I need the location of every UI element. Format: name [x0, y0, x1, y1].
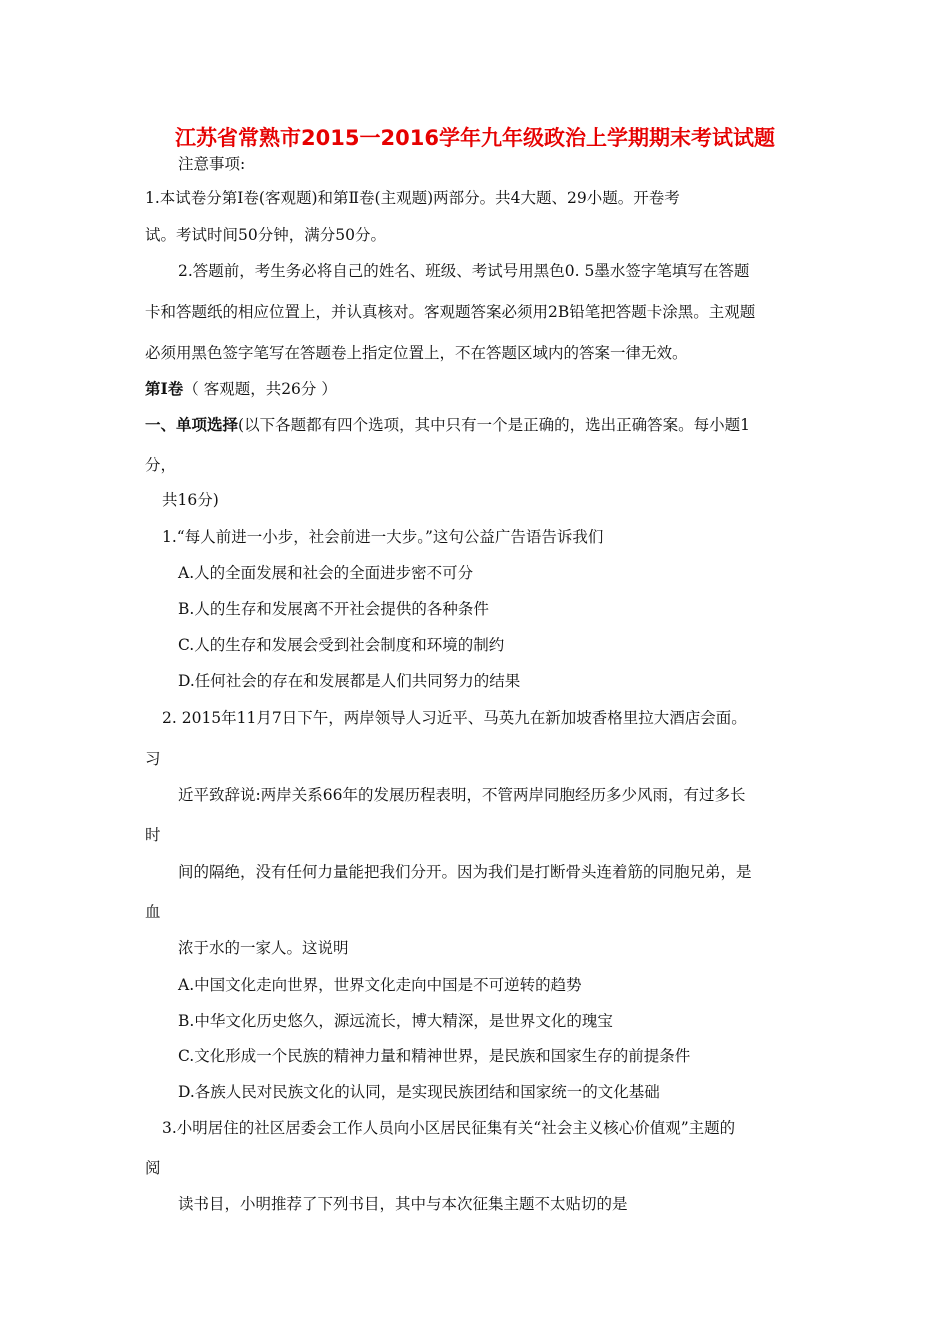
question-1-option-b: B.人的生存和发展离不开社会提供的各种条件 — [178, 600, 489, 618]
section1-heading — [145, 415, 750, 435]
section1-desc-line2: 分， — [145, 456, 177, 474]
question-2-line1: 2. 2015年11月7日下午，两岸领导人习近平、马英九在新加坡香格里拉大酒店会面。 — [162, 709, 747, 727]
question-3-line3: 读书目，小明推荐了下列书目，其中与本次征集主题不太贴切的是 — [178, 1195, 628, 1213]
document-title: 江苏省常熟市2015一2016学年九年级政治上学期期末考试试题 — [175, 126, 775, 150]
notes-item1-line1: 1.本试卷分第Ⅰ卷(客观题)和第Ⅱ卷(主观题)两部分。共4大题、29小题。开卷考 — [145, 189, 680, 207]
part1-desc: （ 客观题，共26分 ） — [183, 380, 337, 398]
part1-label: 第Ⅰ卷 — [145, 379, 184, 398]
section1-label: 一、单项选择 — [145, 415, 239, 434]
notes-item1-line2: 试。考试时间50分钟，满分50分。 — [145, 226, 386, 244]
question-2-option-d: D.各族人民对民族文化的认同，是实现民族团结和国家统一的文化基础 — [178, 1083, 660, 1101]
question-2-line7: 浓于水的一家人。这说明 — [178, 939, 349, 957]
question-2-line6: 血 — [145, 903, 161, 921]
question-1-stem: 1.“每人前进一小步，社会前进一大步。”这句公益广告语告诉我们 — [162, 528, 604, 546]
question-2-line4: 时 — [145, 826, 161, 844]
part1-heading — [145, 379, 337, 399]
question-2-option-c: C.文化形成一个民族的精神力量和精神世界，是民族和国家生存的前提条件 — [178, 1047, 691, 1065]
question-2-line3: 近平致辞说:两岸关系66年的发展历程表明，不管两岸同胞经历多少风雨，有过多长 — [178, 786, 746, 804]
notes-item2-line2: 卡和答题纸的相应位置上，并认真核对。客观题答案必须用2B铅笔把答题卡涂黑。主观题 — [145, 303, 756, 321]
question-2-option-b: B.中华文化历史悠久，源远流长，博大精深，是世界文化的瑰宝 — [178, 1012, 613, 1030]
question-2-line2: 习 — [145, 750, 161, 768]
notes-heading: 注意事项: — [178, 155, 246, 173]
notes-item2-line1: 2.答题前，考生务必将自己的姓名、班级、考试号用黑色0. 5墨水签字笔填写在答题 — [178, 262, 750, 280]
question-1-option-d: D.任何社会的存在和发展都是人们共同努力的结果 — [178, 672, 521, 690]
question-1-option-a: A.人的全面发展和社会的全面进步密不可分 — [178, 564, 474, 582]
section1-desc-line1: (以下各题都有四个选项，其中只有一个是正确的，选出正确答案。每小题1 — [238, 416, 750, 434]
section1-desc-line3: 共16分) — [162, 491, 219, 509]
question-1-option-c: C.人的生存和发展会受到社会制度和环境的制约 — [178, 636, 505, 654]
question-3-line1: 3.小明居住的社区居委会工作人员向小区居民征集有关“社会主义核心价值观”主题的 — [162, 1119, 736, 1137]
question-3-line2: 阅 — [145, 1159, 161, 1177]
question-2-option-a: A.中国文化走向世界，世界文化走向中国是不可逆转的趋势 — [178, 976, 582, 994]
notes-item2-line3: 必须用黑色签字笔写在答题卷上指定位置上，不在答题区域内的答案一律无效。 — [145, 344, 688, 362]
question-2-line5: 间的隔绝，没有任何力量能把我们分开。因为我们是打断骨头连着筋的同胞兄弟，是 — [178, 863, 752, 881]
